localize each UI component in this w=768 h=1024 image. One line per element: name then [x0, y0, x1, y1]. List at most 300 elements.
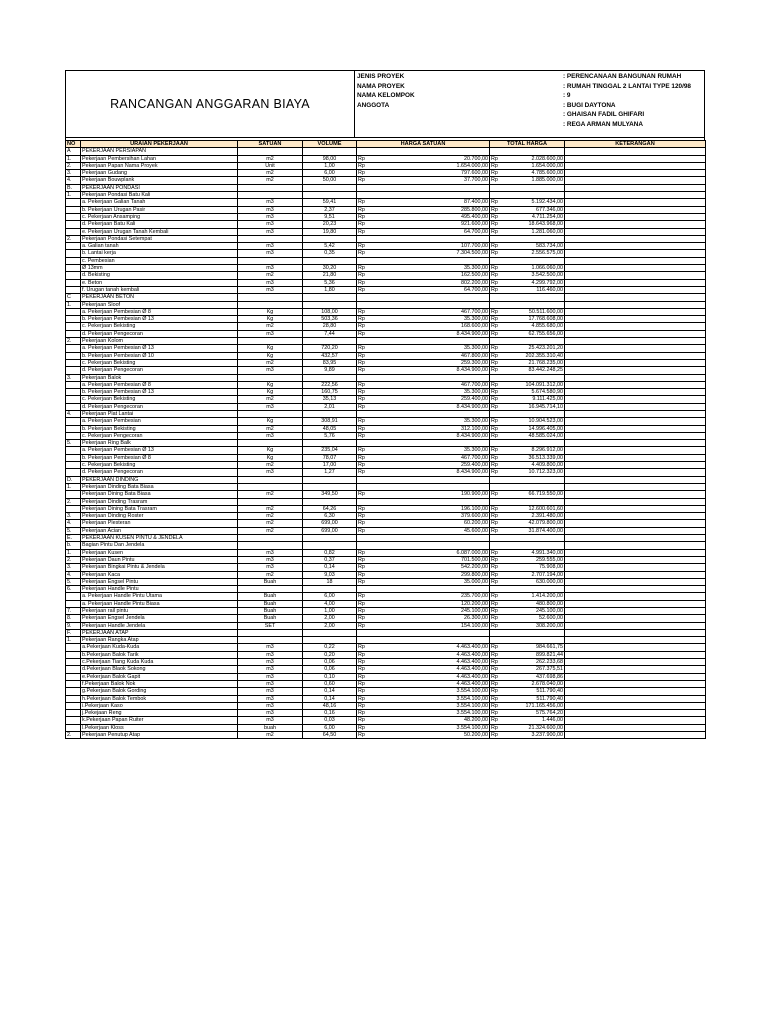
cell-keterangan [565, 250, 706, 257]
cell-volume [303, 498, 357, 505]
cell-total-harga [503, 148, 565, 155]
table-row [66, 644, 706, 651]
cell-uraian: a. Pekerjaan Pembesian Ø 8 [81, 381, 238, 388]
cell-currency: Rp [357, 199, 370, 206]
cell-satuan: Unit [238, 162, 303, 169]
cell-uraian: f.Pekerjaan Balok Nok [81, 680, 238, 687]
cell-satuan: m3 [238, 651, 303, 658]
cell-no [66, 389, 81, 396]
info-value: : BUGI DAYTONA [563, 101, 616, 109]
cell-satuan: Buah [238, 608, 303, 615]
table-row [66, 250, 706, 257]
cell-volume: 0,20 [303, 651, 357, 658]
cell-keterangan [565, 323, 706, 330]
cell-uraian: Pekerjaan Sloof [81, 301, 238, 308]
cell-harga-satuan: 285.800,00 [370, 206, 490, 213]
table-row [66, 622, 706, 629]
cell-harga-satuan: 48.200,00 [370, 717, 490, 724]
cell-currency [490, 294, 503, 301]
table-row [66, 279, 706, 286]
cell-currency: Rp [357, 710, 370, 717]
cell-harga-satuan [370, 294, 490, 301]
cell-satuan: m3 [238, 680, 303, 687]
cell-volume: 349,50 [303, 491, 357, 498]
cell-satuan [238, 374, 303, 381]
cell-currency: Rp [490, 513, 503, 520]
cell-currency [490, 440, 503, 447]
cell-currency [357, 235, 370, 242]
cell-currency: Rp [490, 578, 503, 585]
cell-currency: Rp [357, 527, 370, 534]
table-row [66, 702, 706, 709]
cell-harga-satuan: 35.300,00 [370, 389, 490, 396]
cell-total-harga: 8.296.912,00 [503, 447, 565, 454]
cell-currency: Rp [490, 206, 503, 213]
cell-satuan: m2 [238, 527, 303, 534]
cell-harga-satuan: 3.554.100,00 [370, 724, 490, 731]
cell-currency: Rp [357, 695, 370, 702]
table-row [66, 403, 706, 410]
cell-no [66, 680, 81, 687]
cell-uraian: a.Pekerjaan Kuda-Kuda [81, 644, 238, 651]
table-row [66, 593, 706, 600]
cell-no [66, 418, 81, 425]
cell-satuan [238, 235, 303, 242]
cell-uraian: PEKERJAAN ATAP [81, 629, 238, 636]
cell-volume: 59,41 [303, 199, 357, 206]
cell-satuan: m2 [238, 323, 303, 330]
cell-uraian: d. Pekerjaan Pengecoran [81, 367, 238, 374]
cell-total-harga: 75.908,00 [503, 564, 565, 571]
table-row [66, 571, 706, 578]
cell-harga-satuan [370, 301, 490, 308]
cell-currency [357, 476, 370, 483]
cell-uraian: Pekerjaan Daun Pintu [81, 556, 238, 563]
table-row [66, 556, 706, 563]
cell-harga-satuan [370, 410, 490, 417]
table-row [66, 564, 706, 571]
cell-no: 2. [66, 732, 81, 739]
table-body [66, 148, 706, 739]
sheet-header [65, 70, 705, 138]
cell-satuan: m2 [238, 571, 303, 578]
cell-volume: 1,27 [303, 469, 357, 476]
cell-satuan: m3 [238, 330, 303, 337]
cell-volume: 0,35 [303, 250, 357, 257]
cell-currency [357, 338, 370, 345]
cell-volume [303, 301, 357, 308]
cell-satuan: m3 [238, 228, 303, 235]
info-label: NAMA PROYEK [357, 82, 405, 90]
cell-currency: Rp [357, 425, 370, 432]
cell-currency: Rp [357, 680, 370, 687]
cell-harga-satuan: 1.654.000,00 [370, 162, 490, 169]
cell-no: 2. [66, 162, 81, 169]
cost-table [65, 140, 706, 739]
cell-currency [490, 338, 503, 345]
cell-total-harga: 1.446,00 [503, 717, 565, 724]
cell-total-harga: 21.324.600,00 [503, 724, 565, 731]
cell-currency: Rp [357, 330, 370, 337]
cell-keterangan [565, 177, 706, 184]
cell-currency: Rp [357, 352, 370, 359]
cell-no [66, 250, 81, 257]
cell-currency [357, 483, 370, 490]
cell-satuan [238, 498, 303, 505]
cell-satuan [238, 338, 303, 345]
cell-currency: Rp [357, 221, 370, 228]
cell-currency: Rp [357, 564, 370, 571]
cell-currency: Rp [490, 447, 503, 454]
cell-currency: Rp [490, 593, 503, 600]
cell-currency: Rp [490, 717, 503, 724]
table-row [66, 440, 706, 447]
cell-satuan: Buah [238, 593, 303, 600]
cell-uraian: PEKERJAAN BETON [81, 294, 238, 301]
cell-currency: Rp [490, 527, 503, 534]
cell-keterangan [565, 644, 706, 651]
cell-no [66, 206, 81, 213]
cell-uraian: a. Pekerjaan Pembesian Ø 8 [81, 308, 238, 315]
cell-keterangan [565, 447, 706, 454]
cell-no: E. [66, 535, 81, 542]
cell-currency: Rp [490, 265, 503, 272]
cell-currency [490, 301, 503, 308]
cell-currency: Rp [490, 673, 503, 680]
cell-harga-satuan: 467.700,00 [370, 308, 490, 315]
cell-keterangan [565, 213, 706, 220]
cell-uraian: Pekerjaan Gudang [81, 170, 238, 177]
cell-total-harga: 630.000,00 [503, 578, 565, 585]
cell-keterangan [565, 462, 706, 469]
cell-uraian: b. Pekerjaan Pembesian Ø 10 [81, 352, 238, 359]
cell-total-harga: 677.346,00 [503, 206, 565, 213]
cell-harga-satuan: 921.600,00 [370, 221, 490, 228]
cell-satuan: m2 [238, 462, 303, 469]
info-value: : REGA ARMAN MULYANA [563, 120, 644, 128]
cell-volume [303, 440, 357, 447]
cell-satuan: m2 [238, 177, 303, 184]
cell-satuan: m3 [238, 717, 303, 724]
cell-no [66, 659, 81, 666]
cell-uraian: Pekerjaan Kusen [81, 549, 238, 556]
cell-currency [357, 586, 370, 593]
cell-currency: Rp [490, 644, 503, 651]
info-row [355, 110, 704, 120]
cell-currency: Rp [490, 520, 503, 527]
cell-volume [303, 535, 357, 542]
info-row [355, 82, 704, 92]
cell-volume: 28,80 [303, 323, 357, 330]
cell-satuan: m2 [238, 359, 303, 366]
cell-harga-satuan: 20.700,00 [370, 155, 490, 162]
cell-uraian: Bagian Pintu Dan Jendela [81, 542, 238, 549]
cell-harga-satuan: 45.600,00 [370, 527, 490, 534]
cell-total-harga: 575.764,20 [503, 710, 565, 717]
table-row [66, 367, 706, 374]
cell-harga-satuan: 107.700,00 [370, 243, 490, 250]
cell-total-harga [503, 192, 565, 199]
cell-total-harga [503, 542, 565, 549]
cell-harga-satuan: 190.900,00 [370, 491, 490, 498]
cell-satuan: m3 [238, 403, 303, 410]
cell-volume [303, 483, 357, 490]
cell-currency: Rp [490, 199, 503, 206]
cell-harga-satuan: 802.200,00 [370, 279, 490, 286]
cell-harga-satuan: 8.434.900,00 [370, 403, 490, 410]
cell-keterangan [565, 374, 706, 381]
cell-currency: Rp [490, 250, 503, 257]
table-row [66, 447, 706, 454]
cell-currency: Rp [490, 724, 503, 731]
cell-no: 1. [66, 155, 81, 162]
cell-harga-satuan: 245.100,00 [370, 608, 490, 615]
cell-harga-satuan: 312.100,00 [370, 425, 490, 432]
cell-harga-satuan [370, 476, 490, 483]
cell-keterangan [565, 345, 706, 352]
cell-no: 5. [66, 527, 81, 534]
cell-currency: Rp [357, 432, 370, 439]
cell-keterangan [565, 199, 706, 206]
cell-volume: 30,20 [303, 265, 357, 272]
cell-volume [303, 629, 357, 636]
cell-harga-satuan: 35.300,00 [370, 345, 490, 352]
cell-currency [490, 535, 503, 542]
cell-currency: Rp [357, 615, 370, 622]
cell-satuan: m3 [238, 199, 303, 206]
cell-harga-satuan: 4.463.400,00 [370, 651, 490, 658]
cell-uraian: j.Pekejaan Reng [81, 710, 238, 717]
cell-uraian: PEKERJAAN PONDASI [81, 184, 238, 191]
cell-satuan: m3 [238, 710, 303, 717]
cell-uraian: Pekerjaan Kaca [81, 571, 238, 578]
cell-uraian: Pekerjaan Dinding Trasram [81, 498, 238, 505]
cell-currency: Rp [357, 724, 370, 731]
cell-currency [357, 374, 370, 381]
cell-keterangan [565, 505, 706, 512]
cell-uraian: a. Pekerjaan Handle Pintu Utama [81, 593, 238, 600]
cell-no [66, 308, 81, 315]
cell-uraian: b. Pekerjaan Pembesian Ø 13 [81, 316, 238, 323]
cell-keterangan [565, 680, 706, 687]
cell-no: 3. [66, 374, 81, 381]
cell-satuan: m3 [238, 286, 303, 293]
table-row [66, 513, 706, 520]
cell-volume: 5,36 [303, 279, 357, 286]
col-satuan: SATUAN [238, 141, 303, 148]
table-row [66, 600, 706, 607]
cell-currency: Rp [490, 308, 503, 315]
cell-keterangan [565, 637, 706, 644]
cell-currency: Rp [357, 520, 370, 527]
table-row [66, 206, 706, 213]
cell-harga-satuan: 495.400,00 [370, 213, 490, 220]
cell-total-harga [503, 374, 565, 381]
cell-currency: Rp [490, 228, 503, 235]
cell-volume: 0,10 [303, 673, 357, 680]
table-row [66, 425, 706, 432]
cell-no: 6. [66, 586, 81, 593]
cell-satuan: Buah [238, 578, 303, 585]
cell-keterangan [565, 418, 706, 425]
cell-currency: Rp [357, 608, 370, 615]
cell-currency: Rp [357, 571, 370, 578]
cell-keterangan [565, 600, 706, 607]
cell-uraian: Pekerjaan Plat Lantai [81, 410, 238, 417]
cell-currency: Rp [490, 608, 503, 615]
cell-total-harga: 4.409.800,00 [503, 462, 565, 469]
cell-currency [490, 476, 503, 483]
cell-keterangan [565, 615, 706, 622]
cell-satuan: SET [238, 622, 303, 629]
cell-currency: Rp [490, 352, 503, 359]
cell-volume: 0,82 [303, 549, 357, 556]
cell-satuan: m3 [238, 243, 303, 250]
cell-total-harga [503, 535, 565, 542]
cell-total-harga: 4.785.600,00 [503, 170, 565, 177]
cell-volume [303, 148, 357, 155]
cell-volume [303, 542, 357, 549]
cell-currency: Rp [357, 265, 370, 272]
table-row [66, 359, 706, 366]
cell-keterangan [565, 527, 706, 534]
cell-currency: Rp [490, 359, 503, 366]
cell-keterangan [565, 702, 706, 709]
cell-no: 8. [66, 615, 81, 622]
cell-currency [490, 148, 503, 155]
cell-uraian: Pekerjaan rail pintu [81, 608, 238, 615]
cell-uraian: c. Pembesian [81, 257, 238, 264]
cell-volume: 503,36 [303, 316, 357, 323]
cell-keterangan [565, 301, 706, 308]
cell-volume: 78,07 [303, 454, 357, 461]
cell-total-harga [503, 440, 565, 447]
table-row [66, 710, 706, 717]
cell-keterangan [565, 717, 706, 724]
cell-total-harga: 50.511.600,00 [503, 308, 565, 315]
info-value: : RUMAH TINGGAL 2 LANTAI TYPE 120/98 [563, 82, 691, 90]
table-row [66, 666, 706, 673]
table-row [66, 213, 706, 220]
cell-currency: Rp [490, 279, 503, 286]
cell-total-harga: 14.996.405,00 [503, 425, 565, 432]
info-value: : PERENCANAAN BANGUNAN RUMAH [563, 73, 682, 80]
cell-no [66, 381, 81, 388]
cell-uraian: d. Pekerjaan Pengecoran [81, 403, 238, 410]
cell-total-harga [503, 483, 565, 490]
cell-no [66, 323, 81, 330]
cell-harga-satuan: 4.463.400,00 [370, 673, 490, 680]
cell-currency: Rp [357, 418, 370, 425]
cell-currency: Rp [357, 308, 370, 315]
cell-keterangan [565, 272, 706, 279]
cell-no: 1. [66, 549, 81, 556]
cell-no [66, 359, 81, 366]
cell-volume: 0,14 [303, 695, 357, 702]
cell-uraian: a. Pekerjaan Pembesian Ø 13 [81, 447, 238, 454]
cell-total-harga: 2.678.040,00 [503, 680, 565, 687]
table-row [66, 527, 706, 534]
table-row [66, 316, 706, 323]
cell-no [66, 710, 81, 717]
cell-volume: 108,00 [303, 308, 357, 315]
info-label: JENIS PROYEK [357, 73, 405, 80]
cell-volume: 2,37 [303, 206, 357, 213]
cell-uraian: a. Pekerjaan Pembesian [81, 418, 238, 425]
info-value: : 9 [563, 92, 571, 99]
cell-keterangan [565, 476, 706, 483]
cell-currency: Rp [490, 221, 503, 228]
cell-no [66, 352, 81, 359]
cell-currency: Rp [357, 666, 370, 673]
cell-volume: 699,00 [303, 520, 357, 527]
cell-satuan: Kg [238, 418, 303, 425]
cell-volume: 64,26 [303, 505, 357, 512]
cell-keterangan [565, 235, 706, 242]
cell-total-harga: 9.111.425,00 [503, 396, 565, 403]
cell-uraian: g.Pekerjaan Balok Gording [81, 688, 238, 695]
cell-uraian: a. Pekerjaan Galian Tanah [81, 199, 238, 206]
cell-uraian: c. Pekerjaan Bekisting [81, 462, 238, 469]
cell-satuan: m2 [238, 425, 303, 432]
cell-satuan: m3 [238, 659, 303, 666]
col-total-harga: TOTAL HARGA [490, 141, 565, 148]
cell-uraian: b. Pekerjaan Pembesian Ø 13 [81, 389, 238, 396]
cell-keterangan [565, 483, 706, 490]
table-row [66, 498, 706, 505]
cell-satuan [238, 294, 303, 301]
cell-keterangan [565, 732, 706, 739]
cell-currency: Rp [490, 491, 503, 498]
cell-no [66, 469, 81, 476]
cell-volume: 6,00 [303, 170, 357, 177]
info-row [355, 120, 704, 130]
cell-volume: 2,01 [303, 403, 357, 410]
cell-uraian: Pekerjaan Bouwplank [81, 177, 238, 184]
cell-volume: 2,00 [303, 622, 357, 629]
cell-total-harga: 171.165.456,00 [503, 702, 565, 709]
cell-no: 5. [66, 578, 81, 585]
table-row [66, 389, 706, 396]
cell-no [66, 279, 81, 286]
cell-currency: Rp [490, 243, 503, 250]
cell-total-harga: 2.707.194,00 [503, 571, 565, 578]
cell-total-harga: 202.355.310,40 [503, 352, 565, 359]
cell-volume [303, 192, 357, 199]
cell-no: 4. [66, 571, 81, 578]
cell-volume: 0,22 [303, 644, 357, 651]
cell-satuan [238, 637, 303, 644]
cell-harga-satuan: 26.300,00 [370, 615, 490, 622]
cell-uraian: d. Pekerjaan Pengecoran [81, 330, 238, 337]
table-row [66, 199, 706, 206]
cell-uraian: d. Bekisting [81, 272, 238, 279]
cell-harga-satuan [370, 374, 490, 381]
cell-no [66, 221, 81, 228]
cell-total-harga: 17.768.608,00 [503, 316, 565, 323]
cell-volume [303, 257, 357, 264]
cell-currency: Rp [357, 345, 370, 352]
cell-no: 2. [66, 235, 81, 242]
cell-harga-satuan [370, 629, 490, 636]
cell-currency [490, 586, 503, 593]
cell-satuan [238, 192, 303, 199]
cell-volume: 20,23 [303, 221, 357, 228]
cell-currency: Rp [490, 549, 503, 556]
cell-uraian: Pekerjaan Pondasi Batu Kali [81, 192, 238, 199]
cell-volume: 308,91 [303, 418, 357, 425]
cell-total-harga: 36.513.339,00 [503, 454, 565, 461]
